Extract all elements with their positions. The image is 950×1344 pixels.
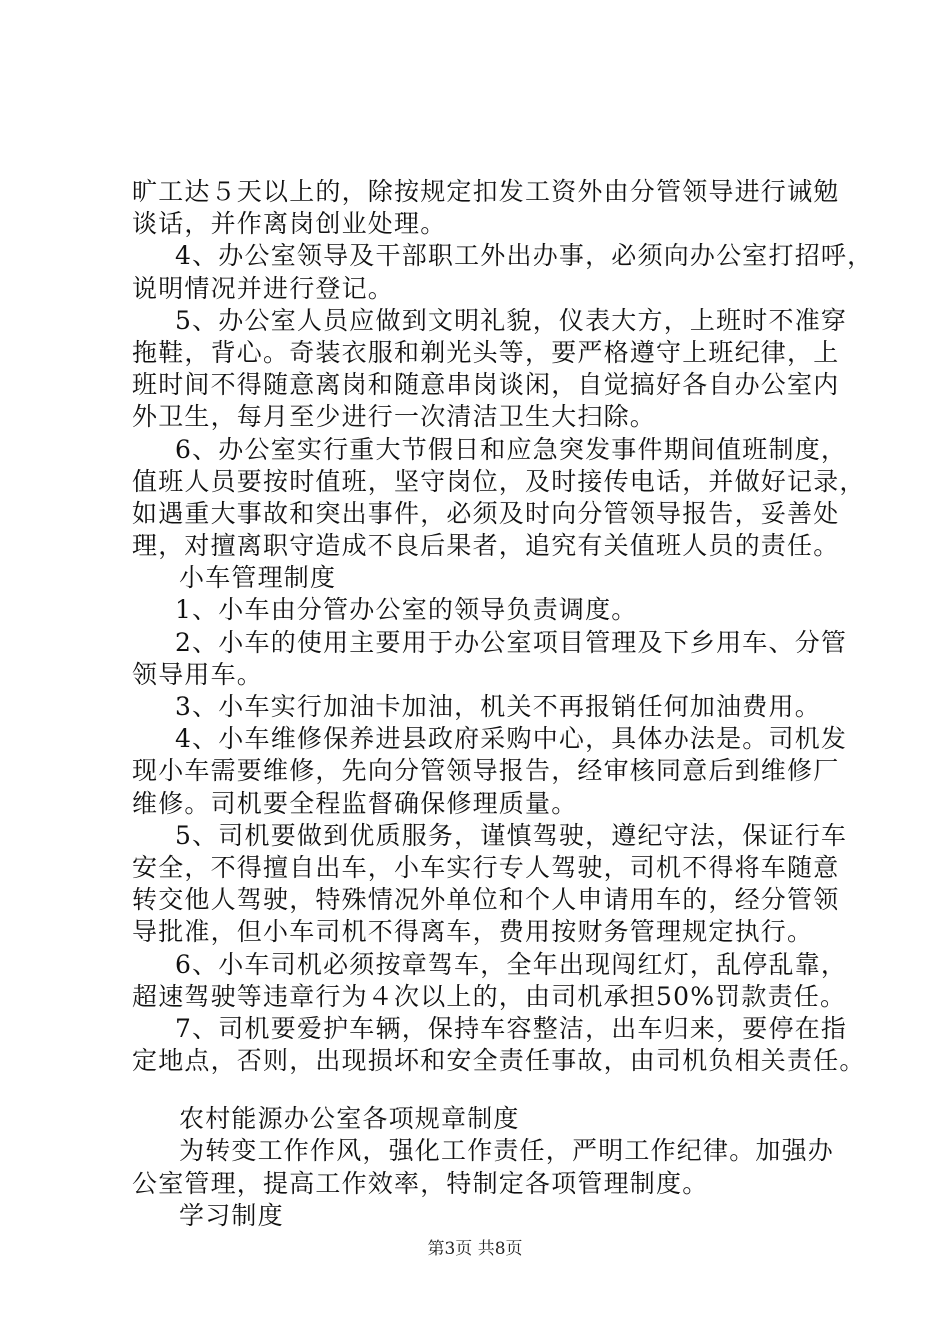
text-line: 谈话，并作离岗创业处理。 [132, 209, 447, 239]
text-line: 7、司机要爱护车辆，保持车容整洁，出车归来，要停在指 [175, 1013, 848, 1043]
text-line: 现小车需要维修，先向分管领导报告，经审核同意后到维修厂 [132, 756, 840, 786]
text-line: 4、办公室领导及干部职工外出办事，必须向办公室打招呼， [175, 241, 874, 271]
text-line: 超速驾驶等违章行为４次以上的，由司机承担50%罚款责任。 [132, 981, 847, 1011]
text-line: 6、办公室实行重大节假日和应急突发事件期间值班制度， [175, 434, 848, 464]
text-line: 维修。司机要全程监督确保修理质量。 [132, 788, 578, 818]
text-line: 3、小车实行加油卡加油，机关不再报销任何加油费用。 [175, 692, 821, 721]
text-line: 1、小车由分管办公室的领导负责调度。 [175, 595, 638, 625]
section-heading: 小车管理制度 [179, 563, 337, 593]
text-line: 2、小车的使用主要用于办公室项目管理及下乡用车、分管 [175, 627, 848, 657]
page-number: 第3页 共8页 [427, 1239, 523, 1259]
text-line: 领导用车。 [132, 659, 264, 689]
document-title: 农村能源办公室各项规章制度 [179, 1104, 520, 1134]
text-line: 5、司机要做到优质服务，谨慎驾驶，遵纪守法，保证行车 [175, 820, 848, 850]
paragraph-gap [132, 1077, 852, 1103]
text-line: 公室管理，提高工作效率，特制定各项管理制度。 [132, 1168, 709, 1198]
text-line: 值班人员要按时值班，坚守岗位，及时接传电话，并做好记录， [132, 466, 866, 496]
text-line: 如遇重大事故和突出事件，必须及时向分管领导报告，妥善处 [132, 498, 840, 528]
text-line: 外卫生，每月至少进行一次清洁卫生大扫除。 [132, 402, 657, 432]
text-line: 转交他人驾驶，特殊情况外单位和个人申请用车的，经分管领 [132, 885, 840, 915]
text-line: 导批准，但小车司机不得离车，费用按财务管理规定执行。 [132, 917, 814, 947]
section-heading: 学习制度 [179, 1200, 284, 1230]
text-line: 拖鞋，背心。奇装衣服和剃光头等，要严格遵守上班纪律，上 [132, 337, 840, 367]
text-line: 说明情况并进行登记。 [132, 273, 395, 303]
text-line: 旷工达５天以上的，除按规定扣发工资外由分管领导进行诫勉 [132, 177, 840, 206]
text-line: 5、办公室人员应做到文明礼貌，仪表大方，上班时不准穿 [175, 305, 848, 335]
text-line: 4、小车维修保养进县政府采购中心，具体办法是。司机发 [175, 724, 848, 754]
text-line: 班时间不得随意离岗和随意串岗谈闲，自觉搞好各自办公室内 [132, 370, 840, 400]
text-line: 6、小车司机必须按章驾车，全年出现闯红灯，乱停乱靠， [175, 949, 848, 979]
text-line: 理，对擅离职守造成不良后果者，追究有关值班人员的责任。 [132, 531, 840, 561]
text-line: 安全，不得擅自出车，小车实行专人驾驶，司机不得将车随意 [132, 852, 840, 882]
text-line: 定地点，否则，出现损坏和安全责任事故，由司机负相关责任。 [132, 1046, 866, 1076]
text-line: 为转变工作作风，强化工作责任，严明工作纪律。加强办 [179, 1136, 835, 1166]
document-body [132, 176, 874, 1232]
